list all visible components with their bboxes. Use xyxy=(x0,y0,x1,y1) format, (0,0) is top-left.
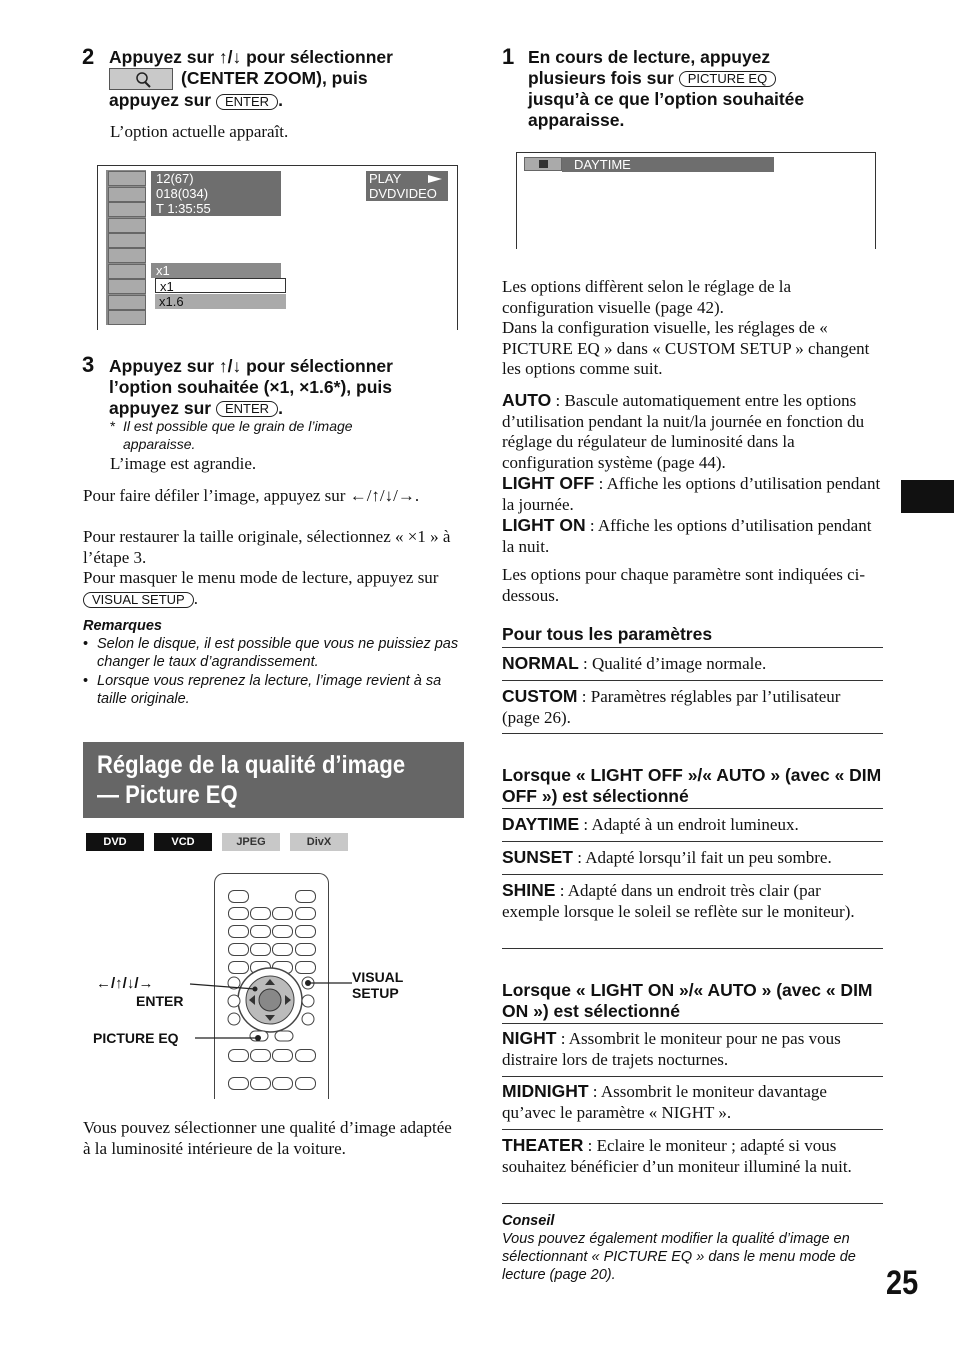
options-paragraph: Les options diffèrent selon le réglage de la configuration visuelle (page 42). xyxy=(502,277,792,317)
option-item xyxy=(502,847,882,869)
option-term: CUSTOM xyxy=(502,686,578,706)
osd-picture-eq-value: DAYTIME xyxy=(562,157,774,172)
modes-list xyxy=(502,390,882,557)
osd-time: T 1:35:55 xyxy=(156,201,211,216)
clock-icon xyxy=(108,202,146,217)
option-desc: : Adapté lorsqu’il fait un peu sombre. xyxy=(572,848,832,867)
remote-button xyxy=(228,943,249,956)
remarks-list xyxy=(83,635,463,708)
mode-term: LIGHT OFF xyxy=(502,473,595,493)
zoom-icon xyxy=(108,264,146,279)
hide-menu-paragraph: Pour masquer le menu mode de lecture, appuyez sur VISUAL SETUP . xyxy=(83,568,439,608)
section-heading-all: Pour tous les paramètres xyxy=(502,624,713,644)
section-subtitle: — Picture EQ xyxy=(97,781,238,809)
option-term: NIGHT xyxy=(502,1028,557,1048)
mode-term: LIGHT ON xyxy=(502,515,586,535)
step-2-result: L’option actuelle apparaît. xyxy=(110,122,289,141)
option-desc: : Eclaire le moniteur ; adapté si vous souhaitez bénéficier d’un moniteur illuminé la nuit. xyxy=(502,1136,852,1176)
section-banner xyxy=(83,742,464,818)
setup-label-line: SETUP xyxy=(352,985,399,1001)
format-badge-divx: DivX xyxy=(290,833,348,851)
format-badge-jpeg: JPEG xyxy=(222,833,280,851)
remote-button xyxy=(272,943,293,956)
osd-zoom-current: x1 xyxy=(151,263,281,278)
format-badge-dvd: DVD xyxy=(86,833,144,851)
remote-button xyxy=(295,907,316,920)
remark-text: Selon le disque, il est possible que vous ne puissiez pas changer le taux d’agrandissement. xyxy=(97,636,459,670)
mode-item xyxy=(502,473,882,515)
remarks-title: Remarques xyxy=(83,618,162,634)
remote-button xyxy=(228,890,249,903)
option-term: MIDNIGHT xyxy=(502,1081,589,1101)
option-desc: : Paramètres réglables par l’utilisateur (page 26). xyxy=(502,687,841,727)
remote-button xyxy=(250,1077,271,1090)
option-desc: : Adapté dans un endroit très clair (par exemple lorsque le soleil se reflète sur le moniteur). xyxy=(502,881,855,921)
enter-key: ENTER xyxy=(216,401,278,417)
footnote xyxy=(110,417,390,453)
center-zoom-icon xyxy=(109,68,173,90)
mode-term: AUTO xyxy=(502,390,552,410)
divider xyxy=(502,680,883,681)
remark-text: Lorsque vous reprenez la lecture, l’image revient à sa taille originale. xyxy=(97,673,442,707)
divider xyxy=(502,1203,883,1204)
step-2-heading: Appuyez sur ↑/↓ pour sélectionner (CENTER ZOOM), puis appuyez sur ENTER . xyxy=(109,47,469,111)
mode-desc: : Bascule automatiquement entre les options d’utilisation pendant la nuit/la journée en fonction du réglage du régulateur de luminosité dans la configuration système (page 44). xyxy=(502,391,865,472)
remote-button xyxy=(250,925,271,938)
remote-button xyxy=(295,890,316,903)
step-1-line: jusqu’à ce que l’option souhaitée xyxy=(528,89,805,109)
osd-status: PLAY xyxy=(369,171,402,186)
option-item xyxy=(502,686,882,728)
angle-icon xyxy=(108,248,146,263)
page-number: 25 xyxy=(886,1264,919,1302)
remote-button xyxy=(250,907,271,920)
chapter-icon xyxy=(108,187,146,202)
divider xyxy=(502,647,883,648)
osd-chapter-count: 018(034) xyxy=(156,186,209,201)
option-term: SHINE xyxy=(502,880,556,900)
remote-button xyxy=(272,907,293,920)
divider xyxy=(502,874,883,875)
section-heading-light-on: Lorsque « LIGHT ON »/« AUTO » (avec « DIM ON ») est sélectionné xyxy=(502,980,873,1021)
remote-picture-eq-label: PICTURE EQ xyxy=(93,1030,179,1046)
option-term: DAYTIME xyxy=(502,814,580,834)
section-heading-light-off: Lorsque « LIGHT OFF »/« AUTO » (avec « DIM OFF ») est sélectionné xyxy=(502,765,882,806)
step-3-line: Appuyez sur ↑/↓ pour sélectionner xyxy=(109,356,393,376)
divider xyxy=(502,841,883,842)
disc-icon xyxy=(108,171,146,186)
step-3-line: l’option souhaitée (×1, ×1.6*), puis xyxy=(109,377,392,397)
option-term: SUNSET xyxy=(502,847,573,867)
step-number: 1 xyxy=(502,44,515,69)
shuffle-icon xyxy=(108,295,146,310)
enter-key: ENTER xyxy=(216,94,278,110)
remote-button xyxy=(272,925,293,938)
side-tab xyxy=(901,480,954,513)
osd-status-panel xyxy=(366,171,448,201)
step-1-heading xyxy=(528,47,888,131)
audio-icon xyxy=(108,218,146,233)
remote-button xyxy=(228,925,249,938)
option-term: NORMAL xyxy=(502,653,579,673)
remote-arrows-label: ←/↑/↓/→ xyxy=(96,975,154,992)
section-title: Réglage de la qualité d’image xyxy=(97,751,406,779)
option-item xyxy=(502,814,882,836)
visual-setup-key: VISUAL SETUP xyxy=(83,592,194,608)
play-icon xyxy=(428,175,442,183)
footnote-mark: * xyxy=(110,418,116,434)
intro-paragraph: Vous pouvez sélectionner une qualité d’image adaptée à la luminosité intérieure de la voiture. xyxy=(83,1118,452,1158)
option-desc: : Adapté à un endroit lumineux. xyxy=(579,815,799,834)
mode-desc: : Affiche les options d’utilisation pendant la journée. xyxy=(502,474,881,514)
mode-item xyxy=(502,515,882,557)
footnote-text: Il est possible que le grain de l’image apparaisse. xyxy=(123,418,353,452)
visual-label-line: VISUAL xyxy=(352,969,404,985)
mode-item xyxy=(502,390,882,473)
remote-visual-setup-label xyxy=(352,969,403,1001)
remote-button xyxy=(295,925,316,938)
remote-button xyxy=(295,1077,316,1090)
tip-title: Conseil xyxy=(502,1213,555,1229)
option-item xyxy=(502,1028,882,1070)
osd-title-count: 12(67) xyxy=(156,171,194,186)
remote-button xyxy=(250,943,271,956)
option-desc: : Assombrit le moniteur davantage qu’avec le paramètre « NIGHT ». xyxy=(502,1082,827,1122)
step-number: 3 xyxy=(82,352,95,377)
step-1-line: En cours de lecture, appuyez xyxy=(528,47,771,67)
scroll-paragraph: Pour faire défiler l’image, appuyez sur ←/↑/↓/→. xyxy=(83,486,420,505)
osd-zoom-option[interactable]: x1.6 xyxy=(155,294,286,309)
restore-paragraph: Pour restaurer la taille originale, sélectionnez « ×1 » à l’étape 3. xyxy=(83,527,451,567)
osd-zoom-option-selected[interactable]: x1 xyxy=(155,278,286,293)
osd-disc-type: DVDVIDEO xyxy=(369,186,437,201)
picture-eq-key: PICTURE EQ xyxy=(679,71,776,87)
picture-icon xyxy=(108,310,146,325)
remote-button xyxy=(272,1077,293,1090)
mode-desc: : Affiche les options d’utilisation pendant la nuit. xyxy=(502,516,872,556)
divider xyxy=(502,808,883,809)
options-below-paragraph: Les options pour chaque paramètre sont indiquées ci-dessous. xyxy=(502,565,866,605)
step-2-line: Appuyez sur ↑/↓ pour sélectionner xyxy=(109,47,393,67)
remote-enter-label: ENTER xyxy=(136,993,184,1009)
step-2-line: appuyez sur xyxy=(109,90,212,111)
remote-button xyxy=(295,943,316,956)
osd-info-panel xyxy=(151,171,281,216)
remote-button xyxy=(228,1077,249,1090)
divider xyxy=(502,1023,883,1024)
step-3-result: L’image est agrandie. xyxy=(110,454,257,473)
custom-setup-paragraph: Dans la configuration visuelle, les réglages de « PICTURE EQ » dans « CUSTOM SETUP » changent les options comme suit. xyxy=(502,318,870,378)
hide-menu-text: Pour masquer le menu mode de lecture, appuyez sur xyxy=(83,568,439,587)
option-desc: : Assombrit le moniteur pour ne pas vous distraire lors de trajets nocturnes. xyxy=(502,1029,841,1069)
remark-item: • Lorsque vous reprenez la lecture, l’image revient à sa taille originale. xyxy=(83,673,442,707)
option-term: THEATER xyxy=(502,1135,584,1155)
step-number: 2 xyxy=(82,44,95,69)
divider xyxy=(502,1076,883,1077)
picture-icon xyxy=(524,157,562,171)
option-item xyxy=(502,1135,882,1177)
divider xyxy=(502,1129,883,1130)
format-badge-vcd: VCD xyxy=(154,833,212,851)
option-item xyxy=(502,1081,882,1123)
repeat-icon xyxy=(108,279,146,294)
tip-text: Vous pouvez également modifier la qualité d’image en sélectionnant « PICTURE EQ » dans le menu mode de lecture (page 20). xyxy=(502,1231,856,1283)
step-3-heading: Appuyez sur ↑/↓ pour sélectionner l’option souhaitée (×1, ×1.6*), puis appuyez sur ENTER . xyxy=(109,356,469,419)
remote-button xyxy=(228,907,249,920)
remark-item: • Selon le disque, il est possible que vous ne puissiez pas changer le taux d’agrandissement. xyxy=(83,636,459,670)
step-1-line: apparaisse. xyxy=(528,110,625,130)
divider xyxy=(502,948,883,949)
divider xyxy=(502,733,883,734)
option-item xyxy=(502,653,882,675)
step-2-line: (CENTER ZOOM), puis xyxy=(181,68,368,88)
step-3-line: appuyez sur xyxy=(109,398,212,418)
option-desc: : Qualité d’image normale. xyxy=(578,654,767,673)
step-1-line: plusieurs fois sur xyxy=(528,68,674,88)
option-item xyxy=(502,880,882,922)
subtitle-icon xyxy=(108,233,146,248)
